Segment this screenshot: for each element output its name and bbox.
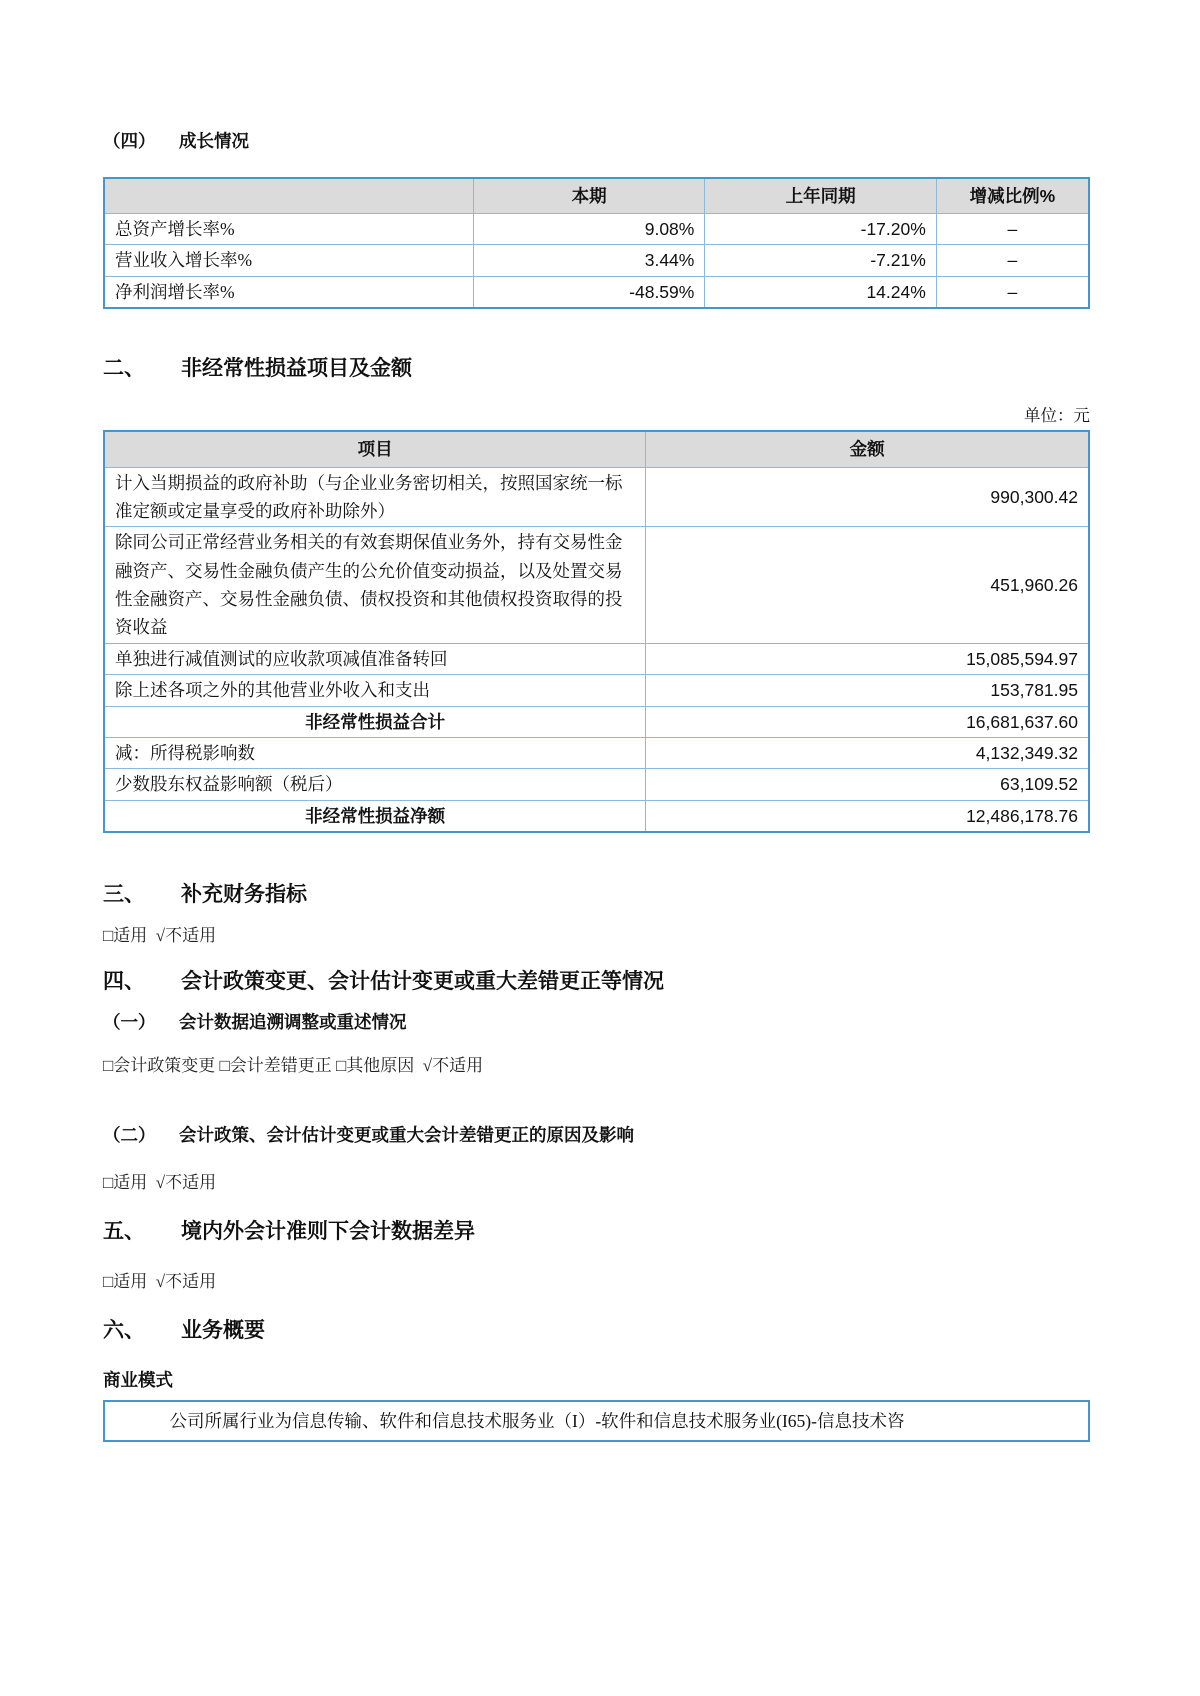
unit-note: 单位：元	[1024, 406, 1090, 426]
metric-change: –	[936, 245, 1089, 276]
accounting-changes-section-heading	[103, 968, 1090, 995]
heading-number: 四、	[103, 969, 145, 993]
metric-prior: 14.24%	[705, 276, 936, 308]
business-model-subheading	[103, 1369, 1090, 1392]
metric-prior: -17.20%	[705, 214, 936, 245]
table-row	[104, 214, 1089, 245]
heading-title: 会计政策变更、会计估计变更或重大差错更正等情况	[181, 969, 664, 993]
item-amount: 4,132,349.32	[646, 737, 1089, 768]
heading-title: 成长情况	[179, 131, 249, 151]
heading-number: （二）	[103, 1124, 156, 1145]
heading-title: 境内外会计准则下会计数据差异	[181, 1220, 475, 1244]
metric-label: 总资产增长率%	[104, 214, 473, 245]
item-label: 除同公司正常经营业务相关的有效套期保值业务外，持有交易性金融资产、交易性金融负债产生的公允价值变动损益，以及处置交易性金融资产、交易性金融负债、债权投资和其他债权投资取得的投资收益	[104, 527, 646, 643]
growth-section-heading	[103, 130, 1090, 153]
metric-prior: -7.21%	[705, 245, 936, 276]
table-row	[104, 245, 1089, 276]
heading-number: （四）	[103, 131, 156, 151]
applicability-options: □适用 √不适用	[103, 1271, 217, 1291]
item-amount: 12,486,178.76	[646, 800, 1089, 832]
table-header-row	[104, 178, 1089, 214]
item-label: 减：所得税影响数	[104, 737, 646, 768]
metric-change: –	[936, 276, 1089, 308]
item-label: 非经常性损益净额	[104, 800, 646, 832]
item-amount: 990,300.42	[646, 467, 1089, 527]
growth-table	[103, 177, 1090, 309]
column-header-current: 本期	[473, 178, 704, 214]
heading-number: 六、	[103, 1319, 145, 1343]
item-label: 非经常性损益合计	[104, 706, 646, 737]
business-model-text: 公司所属行业为信息传输、软件和信息技术服务业（I）-软件和信息技术服务业(I65)-信息技术咨	[169, 1410, 905, 1431]
metric-change: –	[936, 214, 1089, 245]
standards-diff-section-heading	[103, 1218, 1090, 1245]
change-reason-subsection-heading	[103, 1124, 1090, 1147]
table-row	[104, 527, 1089, 643]
heading-title: 非经常性损益项目及金额	[181, 357, 412, 381]
table-row-net-total	[104, 800, 1089, 832]
business-section-heading	[103, 1317, 1090, 1344]
table-row	[104, 737, 1089, 768]
restatement-options: □会计政策变更 □会计差错更正 □其他原因 √不适用	[103, 1056, 484, 1076]
column-header-item: 项目	[104, 431, 646, 467]
item-amount: 16,681,637.60	[646, 706, 1089, 737]
item-amount: 451,960.26	[646, 527, 1089, 643]
column-header-blank	[104, 178, 473, 214]
item-label: 少数股东权益影响额（税后）	[104, 769, 646, 800]
table-row	[104, 675, 1089, 706]
heading-title: 商业模式	[103, 1369, 173, 1390]
column-header-change: 增减比例%	[936, 178, 1089, 214]
heading-number: 五、	[103, 1220, 145, 1244]
non-recurring-section-heading	[103, 355, 1090, 382]
heading-title: 业务概要	[181, 1319, 265, 1343]
item-amount: 15,085,594.97	[646, 643, 1089, 674]
item-amount: 63,109.52	[646, 769, 1089, 800]
applicability-options: □适用 √不适用	[103, 1172, 217, 1192]
metric-label: 净利润增长率%	[104, 276, 473, 308]
item-label: 计入当期损益的政府补助（与企业业务密切相关，按照国家统一标准定额或定量享受的政府补助除外）	[104, 467, 646, 527]
item-label: 单独进行减值测试的应收款项减值准备转回	[104, 643, 646, 674]
heading-title: 会计数据追溯调整或重述情况	[179, 1012, 407, 1033]
heading-title: 会计政策、会计估计变更或重大会计差错更正的原因及影响	[179, 1124, 634, 1145]
heading-number: （一）	[103, 1012, 156, 1033]
heading-number: 二、	[103, 357, 145, 381]
supplementary-section-heading	[103, 881, 1090, 908]
metric-current: 9.08%	[473, 214, 704, 245]
heading-title: 补充财务指标	[181, 882, 307, 906]
column-header-amount: 金额	[646, 431, 1089, 467]
table-row-total	[104, 706, 1089, 737]
item-label: 除上述各项之外的其他营业外收入和支出	[104, 675, 646, 706]
metric-label: 营业收入增长率%	[104, 245, 473, 276]
business-model-text-box	[103, 1400, 1090, 1442]
table-header-row	[104, 431, 1089, 467]
restatement-subsection-heading	[103, 1011, 1090, 1034]
metric-current: -48.59%	[473, 276, 704, 308]
heading-number: 三、	[103, 882, 145, 906]
metric-current: 3.44%	[473, 245, 704, 276]
non-recurring-table	[103, 430, 1090, 832]
table-row	[104, 276, 1089, 308]
table-row	[104, 643, 1089, 674]
table-row	[104, 467, 1089, 527]
applicability-options: □适用 √不适用	[103, 926, 217, 946]
table-row	[104, 769, 1089, 800]
item-amount: 153,781.95	[646, 675, 1089, 706]
column-header-prior: 上年同期	[705, 178, 936, 214]
